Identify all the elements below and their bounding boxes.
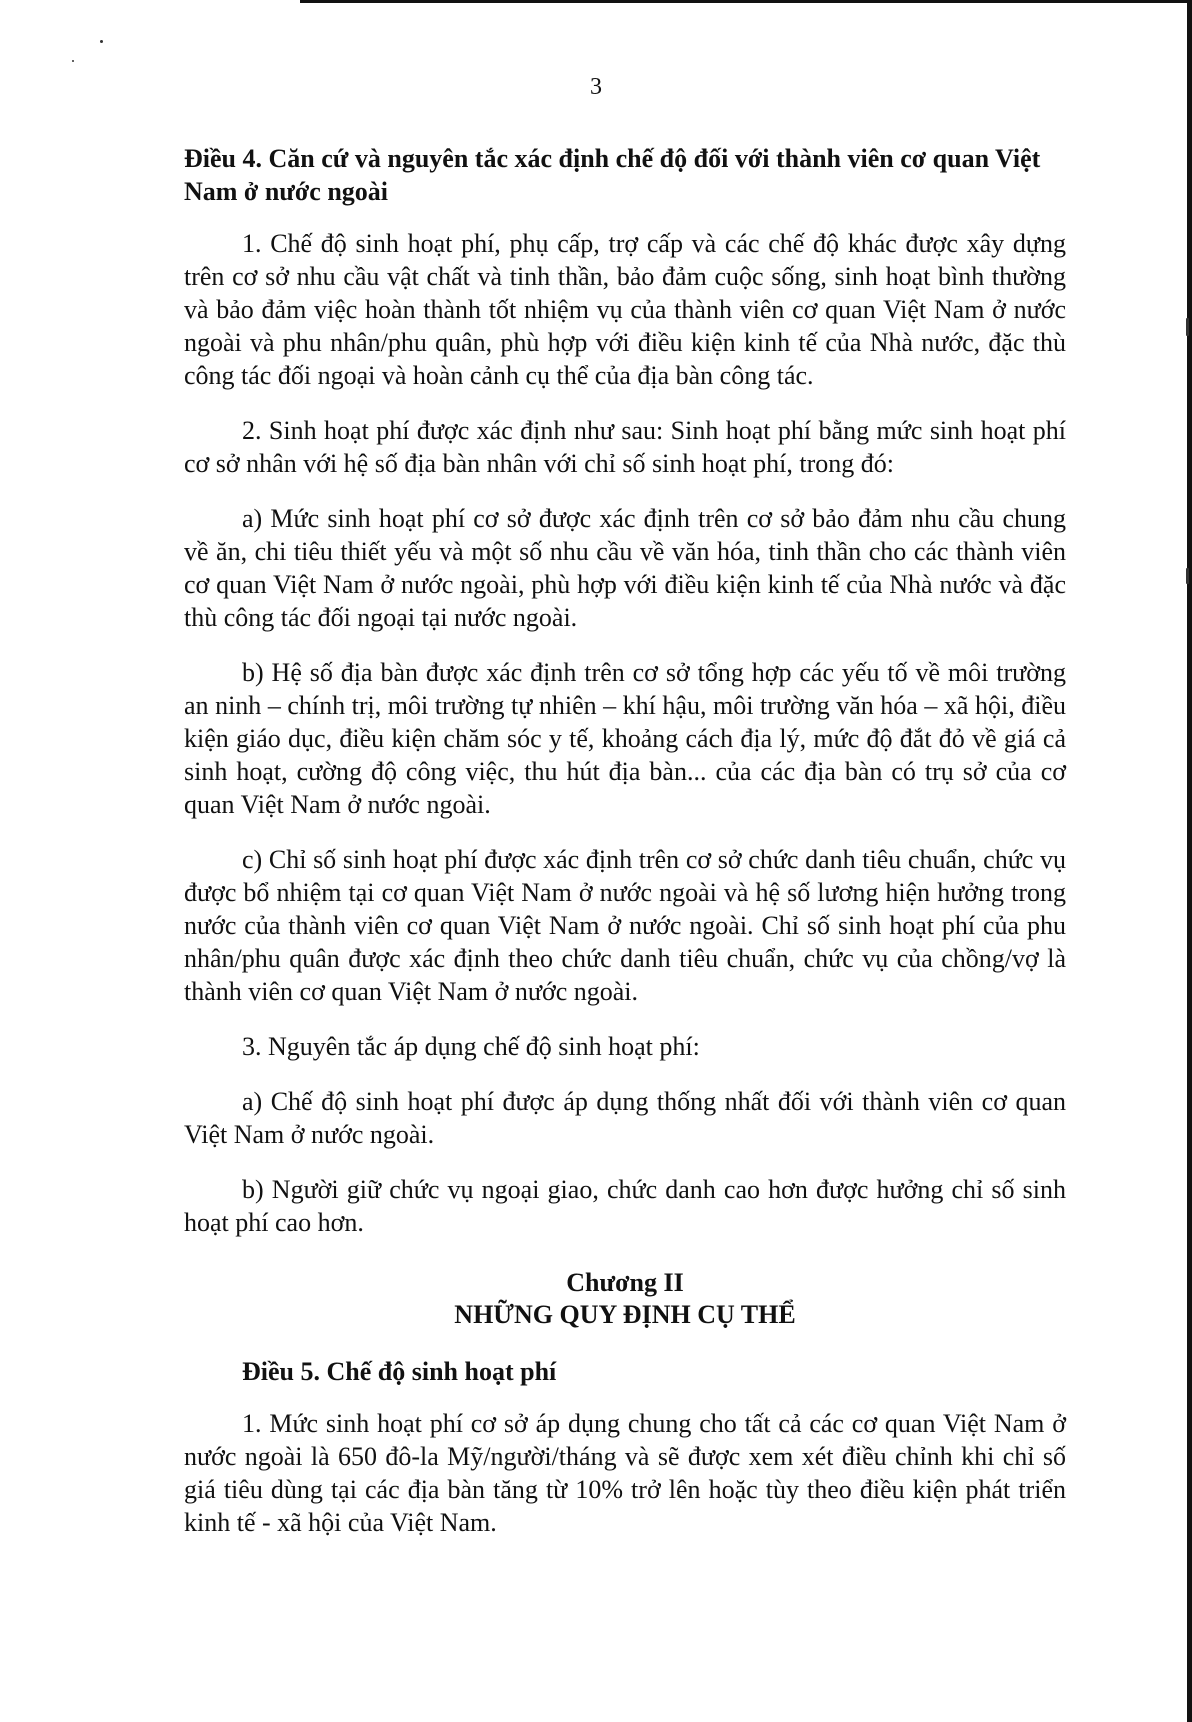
scan-edge-top <box>300 0 1192 3</box>
chapter-number: Chương II <box>566 1268 684 1297</box>
article-4-paragraph-2b: b) Hệ số địa bàn được xác định trên cơ sở tổng hợp các yếu tố về môi trường an ninh – chính trị, môi trường tự nhiên – khí hậu, môi trường văn hóa – xã hội, điều kiện giáo dục, điều kiện chăm sóc y tế, khoảng cách địa lý, mức độ đắt đỏ về giá cả sinh hoạt, cường độ công việc, thu hút địa bàn... của các địa bàn có trụ sở của cơ quan Việt Nam ở nước ngoài. <box>184 658 1066 819</box>
scan-speck <box>100 40 103 43</box>
article-4-paragraph-2a: a) Mức sinh hoạt phí cơ sở được xác định trên cơ sở bảo đảm nhu cầu chung về ăn, chi tiêu thiết yếu và một số nhu cầu về văn hóa, tinh thần cho các thành viên cơ quan Việt Nam ở nước ngoài, phù hợp với điều kiện kinh tế của Nhà nước và đặc thù công tác đối ngoại tại nước ngoài. <box>184 504 1066 632</box>
scan-speck <box>1186 318 1189 336</box>
article-4-paragraph-1: 1. Chế độ sinh hoạt phí, phụ cấp, trợ cấp và các chế độ khác được xây dựng trên cơ sở nhu cầu vật chất và tinh thần, bảo đảm cuộc sống, sinh hoạt bình thường và bảo đảm việc hoàn thành tốt nhiệm vụ của thành viên cơ quan Việt Nam ở nước ngoài và phu nhân/phu quân, phù hợp với điều kiện kinh tế của Nhà nước, đặc thù công tác đối ngoại và hoàn cảnh cụ thể của địa bàn công tác. <box>184 229 1066 390</box>
article-4-paragraph-2: 2. Sinh hoạt phí được xác định như sau: Sinh hoạt phí bằng mức sinh hoạt phí cơ sở nhân với hệ số địa bàn nhân với chỉ số sinh hoạt phí, trong đó: <box>184 416 1066 478</box>
scan-speck <box>1186 568 1189 584</box>
scan-edge-right <box>1187 0 1192 1722</box>
document-body <box>184 142 1066 1561</box>
article-4-paragraph-3: 3. Nguyên tắc áp dụng chế độ sinh hoạt phí: <box>242 1032 700 1061</box>
scan-speck <box>72 60 74 62</box>
chapter-heading <box>184 1267 1066 1331</box>
page-number: 3 <box>590 74 602 100</box>
article-4-heading: Điều 4. Căn cứ và nguyên tắc xác định chế độ đối với thành viên cơ quan Việt Nam ở nước ngoài <box>184 144 1041 206</box>
chapter-title: NHỮNG QUY ĐỊNH CỤ THỂ <box>454 1300 796 1329</box>
article-5-paragraph-1: 1. Mức sinh hoạt phí cơ sở áp dụng chung cho tất cả các cơ quan Việt Nam ở nước ngoài là 650 đô-la Mỹ/người/tháng và sẽ được xem xét điều chỉnh khi chỉ số giá tiêu dùng tại các địa bàn tăng từ 10% trở lên hoặc tùy theo điều kiện phát triển kinh tế - xã hội của Việt Nam. <box>184 1409 1066 1537</box>
article-5-heading: Điều 5. Chế độ sinh hoạt phí <box>242 1357 557 1386</box>
article-4-paragraph-3a: a) Chế độ sinh hoạt phí được áp dụng thống nhất đối với thành viên cơ quan Việt Nam ở nước ngoài. <box>184 1087 1066 1149</box>
article-4-paragraph-3b: b) Người giữ chức vụ ngoại giao, chức danh cao hơn được hưởng chỉ số sinh hoạt phí cao hơn. <box>184 1175 1066 1237</box>
article-4-paragraph-2c: c) Chỉ số sinh hoạt phí được xác định trên cơ sở chức danh tiêu chuẩn, chức vụ được bổ nhiệm tại cơ quan Việt Nam ở nước ngoài và hệ số lương hiện hưởng trong nước của thành viên cơ quan Việt Nam ở nước ngoài. Chỉ số sinh hoạt phí của phu nhân/phu quân được xác định theo chức danh tiêu chuẩn, chức vụ của chồng/vợ là thành viên cơ quan Việt Nam ở nước ngoài. <box>184 845 1066 1006</box>
